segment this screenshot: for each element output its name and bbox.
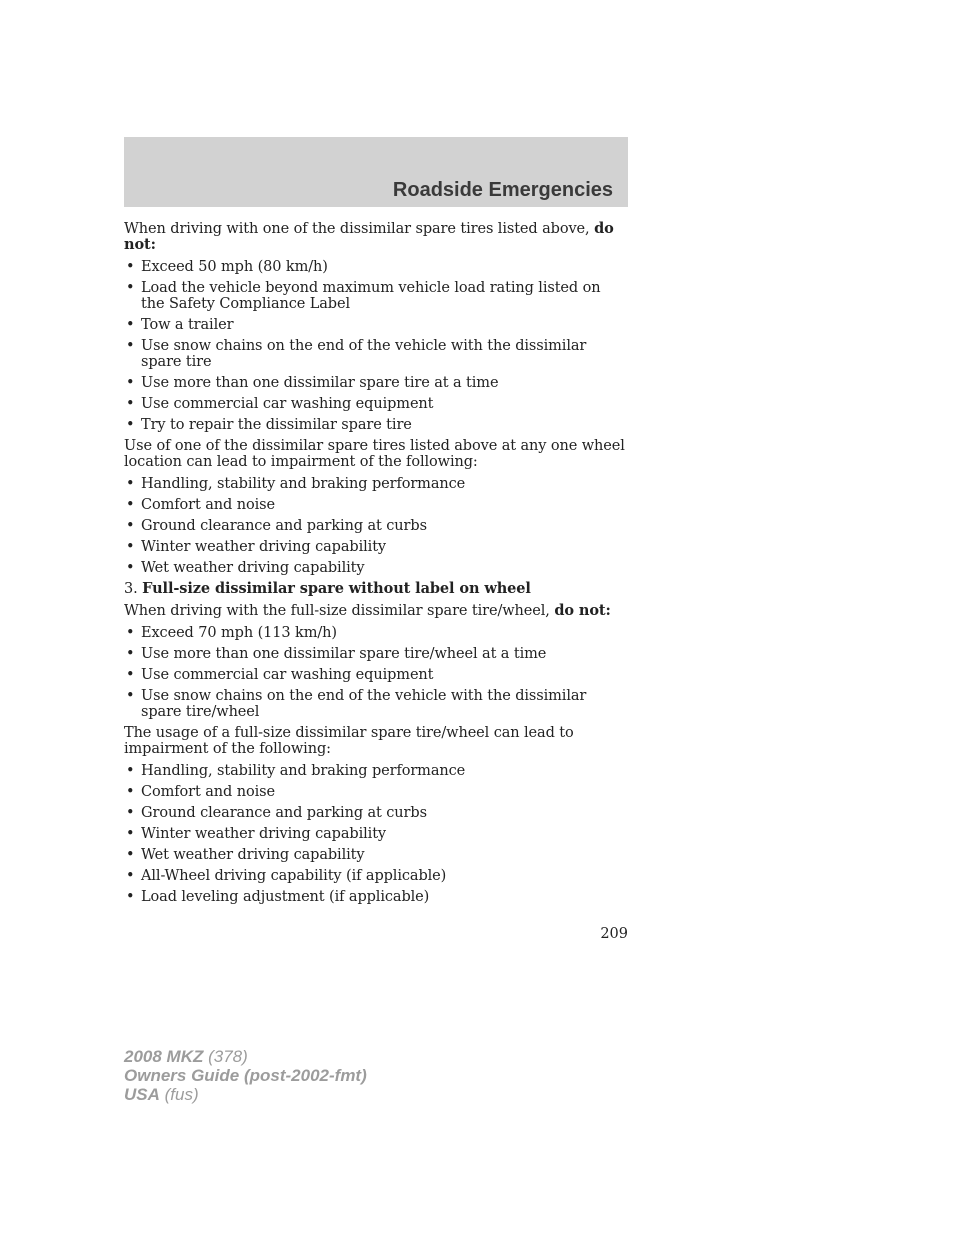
bullet-icon: •	[126, 518, 135, 534]
footer-region-code: (fus)	[159, 1085, 199, 1104]
list-item-text: Load leveling adjustment (if applicable)	[141, 889, 430, 905]
list-item	[124, 518, 628, 534]
bullet-icon: •	[126, 847, 135, 863]
list-item-text: Load the vehicle beyond maximum vehicle load rating listed on the Safety Compliance Label	[141, 280, 601, 312]
bullet-icon: •	[126, 826, 135, 842]
list-item-text: Handling, stability and braking performance	[141, 476, 466, 492]
bullet-icon: •	[126, 417, 135, 433]
do-not-label: do not:	[554, 602, 611, 619]
list-item-text: Use snow chains on the end of the vehicle with the dissimilar spare tire/wheel	[141, 688, 587, 720]
intro-text: When driving with one of the dissimilar spare tires listed above,	[124, 221, 595, 237]
bullet-icon: •	[126, 805, 135, 821]
footer-line-region	[124, 1085, 367, 1104]
restriction-list-2	[124, 625, 628, 720]
list-item-text: Winter weather driving capability	[141, 539, 387, 555]
section-header-band	[124, 137, 628, 207]
footer-guide: Owners Guide (post-2002-fmt)	[124, 1066, 367, 1085]
section-3-title: Full-size dissimilar spare without label on wheel	[142, 580, 531, 597]
page-content	[124, 221, 628, 910]
list-item-text: Wet weather driving capability	[141, 560, 365, 576]
footer-line-guide	[124, 1066, 367, 1085]
footer-model-code: (378)	[203, 1047, 248, 1066]
bullet-icon: •	[126, 625, 135, 641]
bullet-icon: •	[126, 375, 135, 391]
footer-model: 2008 MKZ	[124, 1047, 204, 1066]
list-item	[124, 784, 628, 800]
list-item-text: Use commercial car washing equipment	[141, 396, 434, 412]
list-item	[124, 497, 628, 513]
section-title: Roadside Emergencies	[392, 179, 613, 201]
list-item-text: Winter weather driving capability	[141, 826, 387, 842]
list-item	[124, 646, 628, 662]
bullet-icon: •	[126, 497, 135, 513]
list-item-text: Use snow chains on the end of the vehicle with the dissimilar spare tire	[141, 338, 587, 370]
list-item	[124, 317, 628, 333]
restriction-list-1	[124, 259, 628, 433]
intro-paragraph-3	[124, 603, 628, 619]
list-item-text: Wet weather driving capability	[141, 847, 365, 863]
bullet-icon: •	[126, 784, 135, 800]
list-item-text: Tow a trailer	[141, 317, 234, 333]
bullet-icon: •	[126, 889, 135, 905]
bullet-icon: •	[126, 868, 135, 884]
impairment-paragraph-1: Use of one of the dissimilar spare tires listed above at any one wheel location can lead to impairment of the following:	[124, 438, 625, 470]
bullet-icon: •	[126, 280, 135, 296]
bullet-icon: •	[126, 396, 135, 412]
list-item	[124, 375, 628, 391]
bullet-icon: •	[126, 338, 135, 354]
list-item-text: Ground clearance and parking at curbs	[141, 518, 427, 534]
list-item-text: Use commercial car washing equipment	[141, 667, 434, 683]
impairment-paragraph-2: The usage of a full-size dissimilar spare tire/wheel can lead to impairment of the following:	[124, 725, 574, 757]
list-item	[124, 560, 628, 576]
list-item	[124, 259, 628, 275]
bullet-icon: •	[126, 560, 135, 576]
bullet-icon: •	[126, 259, 135, 275]
list-item	[124, 417, 628, 433]
list-item-text: Comfort and noise	[141, 497, 275, 513]
list-item-text: Use more than one dissimilar spare tire/wheel at a time	[141, 646, 547, 662]
section-3-heading	[124, 581, 628, 597]
list-item	[124, 625, 628, 641]
list-item	[124, 667, 628, 683]
list-item	[124, 688, 628, 720]
bullet-icon: •	[126, 317, 135, 333]
bullet-icon: •	[126, 763, 135, 779]
bullet-icon: •	[126, 646, 135, 662]
bullet-icon: •	[126, 688, 135, 704]
list-item-text: Use more than one dissimilar spare tire at a time	[141, 375, 499, 391]
list-item	[124, 396, 628, 412]
list-item	[124, 826, 628, 842]
intro-paragraph-1	[124, 221, 628, 253]
list-item	[124, 763, 628, 779]
page-number: 209	[600, 926, 628, 942]
document-footer	[124, 1047, 367, 1104]
list-item	[124, 868, 628, 884]
footer-line-model	[124, 1047, 367, 1066]
bullet-icon: •	[126, 539, 135, 555]
list-item	[124, 338, 628, 370]
bullet-icon: •	[126, 476, 135, 492]
list-item-text: Handling, stability and braking performance	[141, 763, 466, 779]
bullet-icon: •	[126, 667, 135, 683]
list-item	[124, 805, 628, 821]
list-item	[124, 847, 628, 863]
list-item	[124, 889, 628, 905]
list-item-text: Try to repair the dissimilar spare tire	[141, 417, 412, 433]
list-item-text: Exceed 70 mph (113 km/h)	[141, 625, 337, 641]
impairment-list-2	[124, 763, 628, 905]
section-number: 3.	[124, 581, 143, 597]
do-not-label: do not:	[124, 220, 614, 253]
list-item-text: Ground clearance and parking at curbs	[141, 805, 427, 821]
list-item-text: All-Wheel driving capability (if applicable)	[141, 868, 447, 884]
list-item	[124, 476, 628, 492]
impairment-list-1	[124, 476, 628, 576]
list-item-text: Exceed 50 mph (80 km/h)	[141, 259, 328, 275]
list-item	[124, 280, 628, 312]
list-item	[124, 539, 628, 555]
intro-text: When driving with the full-size dissimilar spare tire/wheel,	[124, 603, 555, 619]
list-item-text: Comfort and noise	[141, 784, 275, 800]
footer-region: USA	[124, 1085, 160, 1104]
